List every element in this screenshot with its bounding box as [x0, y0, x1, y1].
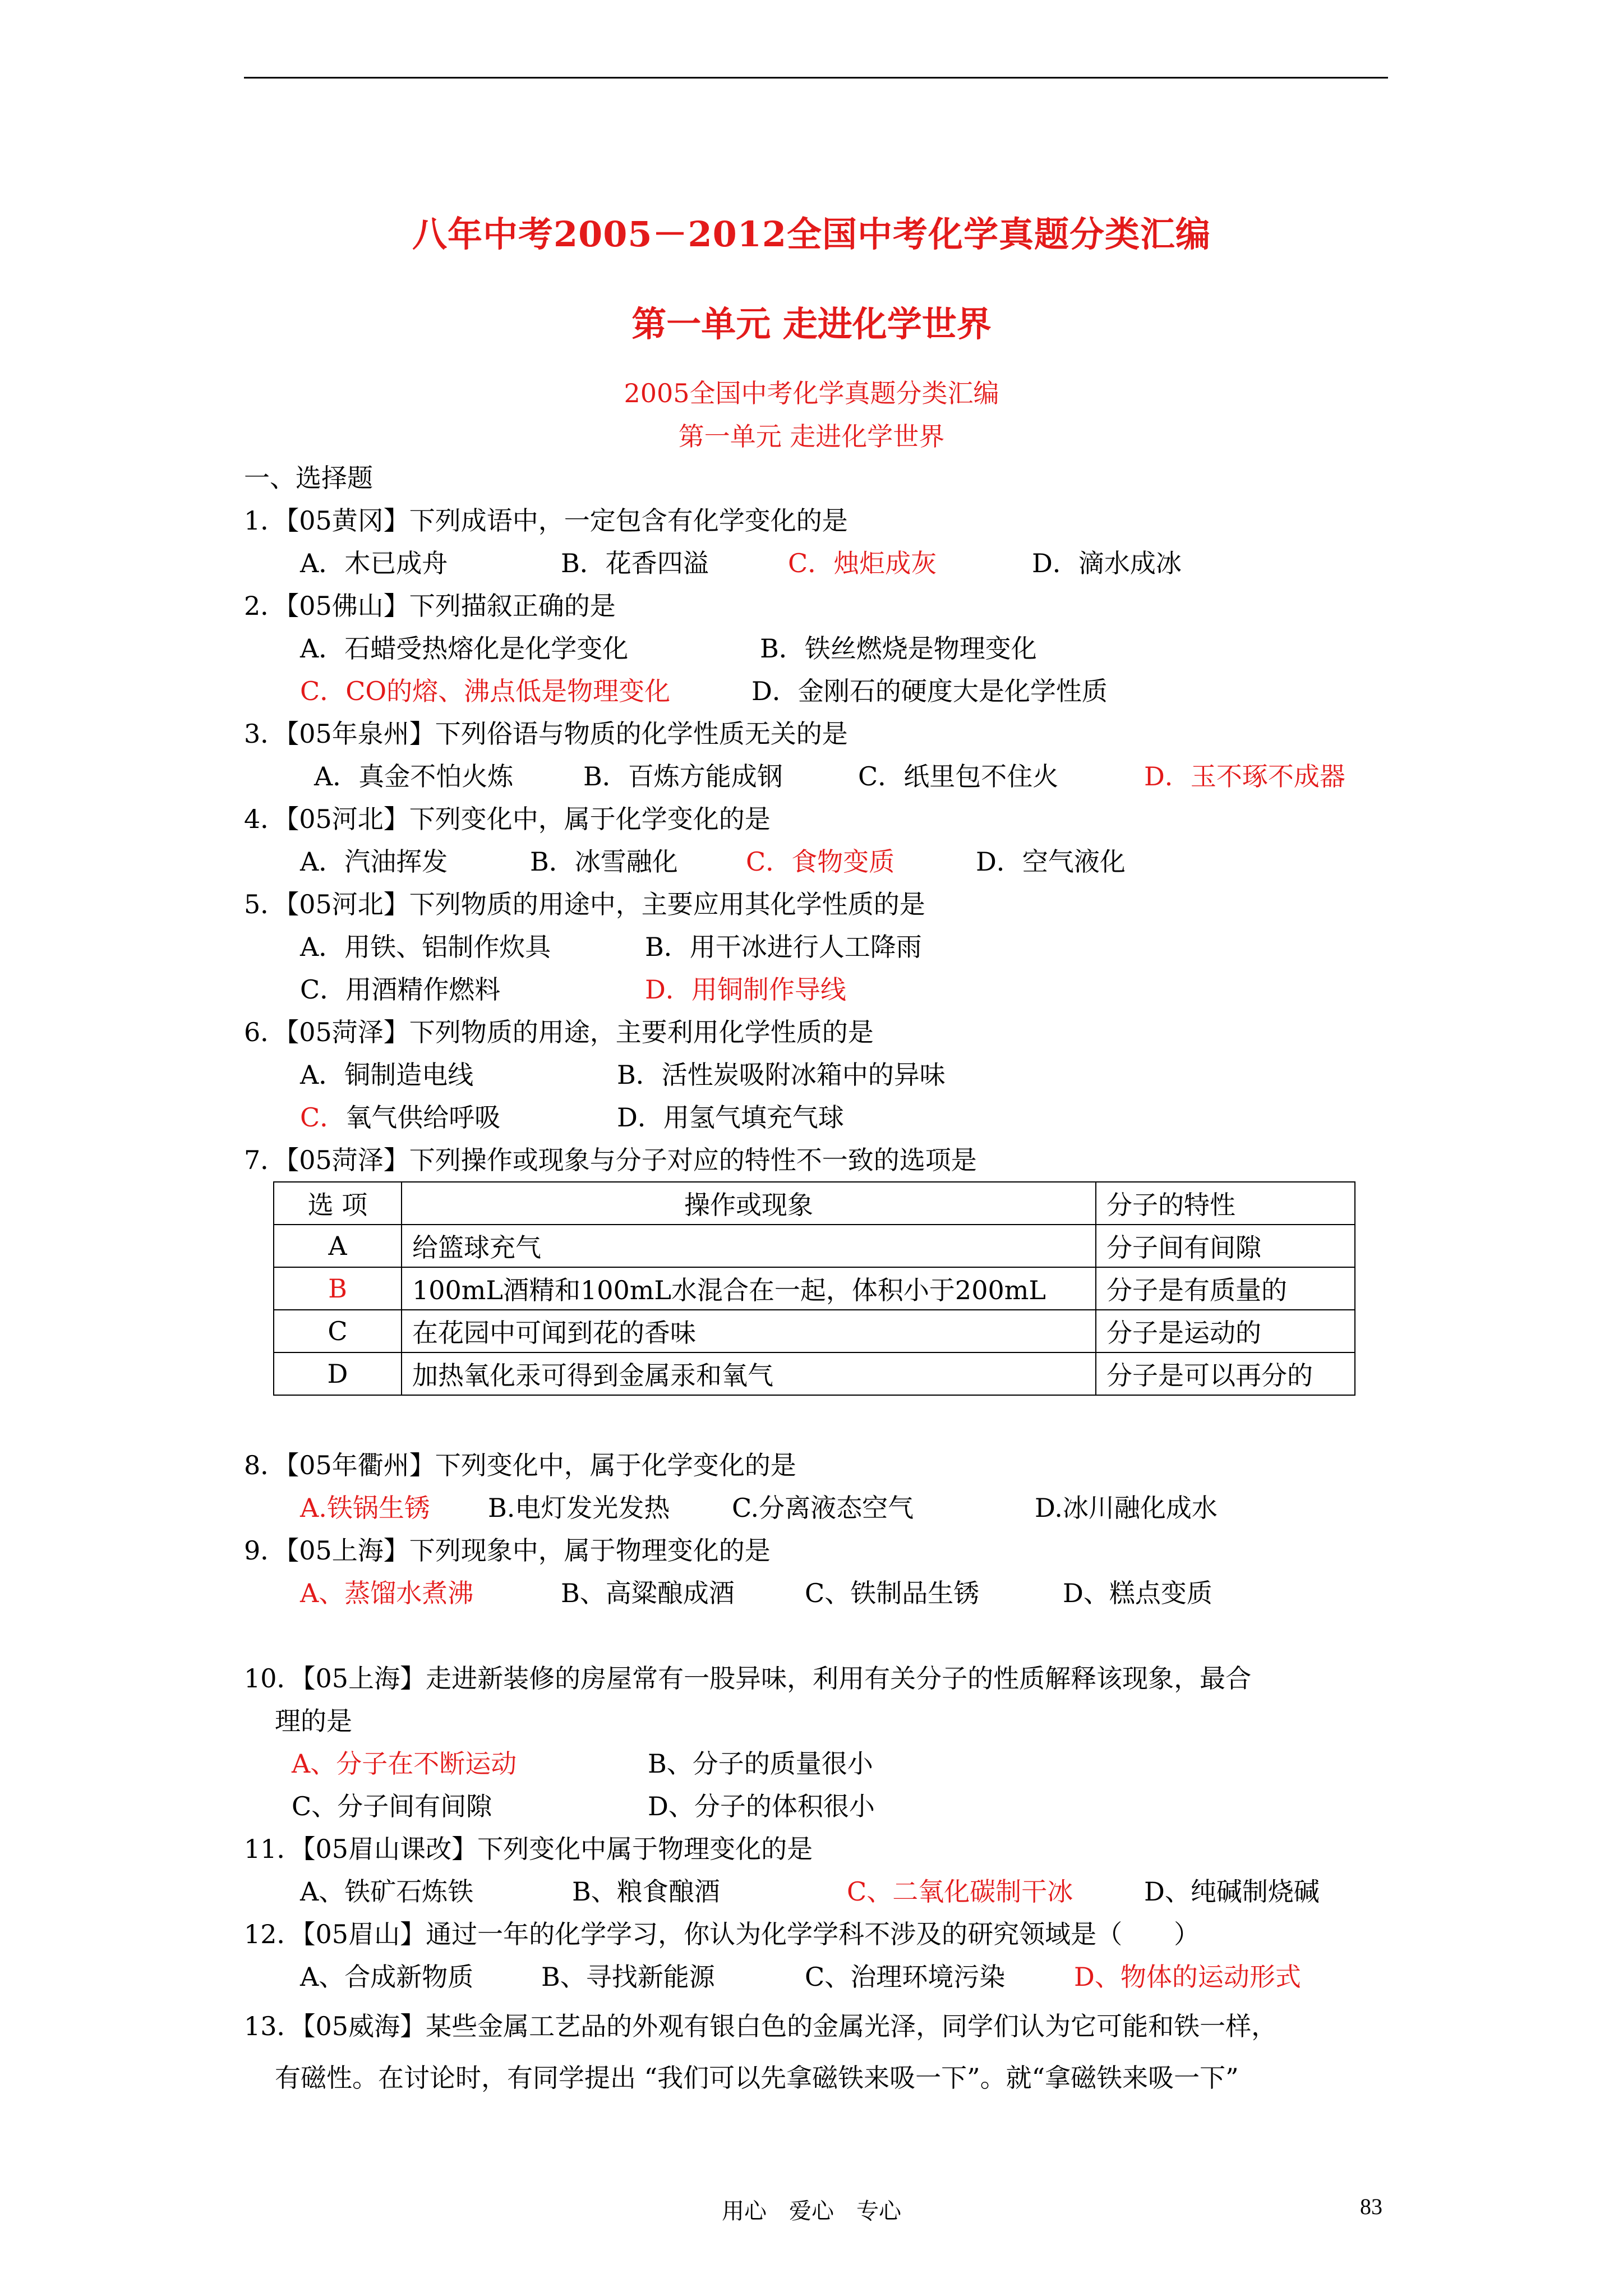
- question-4-stem: 4．【05河北】下列变化中，属于化学变化的是: [244, 804, 771, 834]
- q11-option-a: A、铁矿石炼铁: [300, 1876, 474, 1907]
- q1-option-a: A．木已成舟: [300, 548, 448, 578]
- q11-option-d: D、纯碱制烧碱: [1144, 1876, 1320, 1907]
- q6-option-c: [300, 1101, 500, 1134]
- q8-option-a-answer: A.铁锅生锈: [300, 1493, 430, 1523]
- section-heading: 一、选择题: [244, 463, 373, 493]
- q6-option-b: B．活性炭吸附冰箱中的异味: [617, 1060, 946, 1090]
- question-10-stem: 10．【05上海】走进新装修的房屋常有一股异味，利用有关分子的性质解释该现象，最合: [244, 1663, 1252, 1694]
- q1-option-c-answer: C．烛炬成灰: [788, 548, 937, 578]
- table-row: [274, 1225, 1355, 1267]
- q2-option-b: B．铁丝燃烧是物理变化: [760, 633, 1037, 664]
- q12-option-b: B、寻找新能源: [541, 1962, 715, 1992]
- table-cell: 分子是有质量的: [1096, 1267, 1355, 1310]
- q8-option-b: B.电灯发光发热: [488, 1493, 670, 1523]
- question-10-stem-continued: 理的是: [275, 1706, 352, 1736]
- table-cell: 分子间有间隙: [1096, 1225, 1355, 1267]
- q12-option-c: C、治理环境污染: [805, 1962, 1006, 1992]
- q6-option-c-answer-letter: C．: [300, 1102, 346, 1133]
- q4-option-c-answer: C．食物变质: [746, 846, 895, 877]
- table-header-cell: 分子的特性: [1096, 1182, 1355, 1225]
- q11-option-b: B、粮食酿酒: [572, 1876, 720, 1907]
- q2-option-c-answer: C．CO的熔、沸点低是物理变化: [300, 676, 671, 706]
- table-cell: A: [274, 1225, 402, 1267]
- page-number: 83: [1360, 2194, 1382, 2219]
- q4-option-b: B．冰雪融化: [530, 846, 678, 877]
- sub-unit-title: 第一单元 走进化学世界: [678, 421, 945, 452]
- table-cell: 在花园中可闻到花的香味: [402, 1310, 1096, 1352]
- table-cell-answer: B: [274, 1267, 402, 1310]
- question-7-table: [273, 1181, 1355, 1396]
- q5-option-a: A．用铁、铝制作炊具: [300, 932, 551, 962]
- q8-option-d: D.冰川融化成水: [1035, 1493, 1218, 1523]
- table-cell: 加热氧化汞可得到金属汞和氧气: [402, 1352, 1096, 1395]
- q5-option-c: C．用酒精作燃料: [300, 974, 501, 1005]
- unit-title: 第一单元 走进化学世界: [631, 303, 992, 344]
- table-cell: C: [274, 1310, 402, 1352]
- q3-option-d-answer: D．玉不琢不成器: [1144, 761, 1345, 792]
- table-cell: D: [274, 1352, 402, 1395]
- q9-option-a-answer: A、蒸馏水煮沸: [300, 1578, 474, 1608]
- table-header-row: [274, 1182, 1355, 1225]
- q6-option-c-text: 氧气供给呼吸: [345, 1102, 501, 1133]
- q3-option-a: A．真金不怕火炼: [314, 761, 514, 792]
- q9-option-d: D、糕点变质: [1063, 1578, 1212, 1608]
- header-rule: [244, 77, 1388, 79]
- q1-option-b: B．花香四溢: [561, 548, 709, 578]
- q10-option-a-answer: A、分子在不断运动: [292, 1749, 517, 1779]
- question-1-stem: 1．【05黄冈】下列成语中，一定包含有化学变化的是: [244, 505, 848, 536]
- question-7-stem: 7．【05菏泽】下列操作或现象与分子对应的特性不一致的选项是: [244, 1145, 977, 1175]
- q10-option-d: D、分子的体积很小: [648, 1791, 875, 1821]
- table-header-cell: 操作或现象: [402, 1182, 1096, 1225]
- question-3-stem: 3．【05年泉州】下列俗语与物质的化学性质无关的是: [244, 719, 848, 749]
- q5-option-d-answer: D．用铜制作导线: [645, 974, 846, 1005]
- q4-option-a: A．汽油挥发: [300, 846, 448, 877]
- q8-option-c: C.分离液态空气: [732, 1493, 914, 1523]
- q11-option-c-answer: C、二氧化碳制干冰: [847, 1876, 1073, 1907]
- question-6-stem: 6．【05菏泽】下列物质的用途，主要利用化学性质的是: [244, 1017, 874, 1047]
- q1-option-d: D．滴水成冰: [1032, 548, 1182, 578]
- q5-option-b: B．用干冰进行人工降雨: [645, 932, 922, 962]
- question-9-stem: 9．【05上海】下列现象中，属于物理变化的是: [244, 1535, 771, 1566]
- table-cell: 分子是运动的: [1096, 1310, 1355, 1352]
- q12-option-d-answer: D、物体的运动形式: [1074, 1962, 1301, 1992]
- q9-option-b: B、高粱酿成酒: [561, 1578, 735, 1608]
- footer-motto: 用心 爱心 专心: [722, 2198, 901, 2224]
- table-row: [274, 1310, 1355, 1352]
- q6-option-a: A．铜制造电线: [300, 1060, 474, 1090]
- sub-title: 2005全国中考化学真题分类汇编: [624, 378, 999, 408]
- q3-option-b: B．百炼方能成钢: [583, 761, 783, 792]
- table-row: [274, 1267, 1355, 1310]
- q10-option-b: B、分子的质量很小: [648, 1749, 873, 1779]
- question-2-stem: 2．【05佛山】下列描叙正确的是: [244, 591, 616, 621]
- question-8-stem: 8．【05年衢州】下列变化中，属于化学变化的是: [244, 1450, 796, 1480]
- table-cell: 给篮球充气: [402, 1225, 1096, 1267]
- table-cell: 100mL酒精和100mL水混合在一起，体积小于200mL: [402, 1267, 1096, 1310]
- table-header-cell: 选 项: [274, 1182, 402, 1225]
- question-11-stem: 11．【05眉山课改】下列变化中属于物理变化的是: [244, 1834, 813, 1864]
- table-row: [274, 1352, 1355, 1395]
- document-title: 八年中考2005－2012全国中考化学真题分类汇编: [412, 214, 1211, 255]
- q3-option-c: C．纸里包不住火: [858, 761, 1059, 792]
- q9-option-c: C、铁制品生锈: [805, 1578, 980, 1608]
- q4-option-d: D．空气液化: [976, 846, 1126, 877]
- question-13-stem: 13．【05威海】某些金属工艺品的外观有银白色的金属光泽，同学们认为它可能和铁一样，: [244, 2011, 1278, 2041]
- q2-option-d: D．金刚石的硬度大是化学性质: [751, 676, 1108, 706]
- question-12-stem: 12．【05眉山】通过一年的化学学习，你认为化学学科不涉及的研究领域是（ ）: [244, 1919, 1200, 1949]
- q2-option-a: A．石蜡受热熔化是化学变化: [300, 633, 629, 664]
- question-5-stem: 5．【05河北】下列物质的用途中，主要应用其化学性质的是: [244, 889, 925, 919]
- question-13-stem-continued: 有磁性。在讨论时，有同学提出 “我们可以先拿磁铁来吸一下”。就“拿磁铁来吸一下”: [275, 2063, 1239, 2093]
- q12-option-a: A、合成新物质: [300, 1962, 474, 1992]
- q10-option-c: C、分子间有间隙: [292, 1791, 492, 1821]
- q6-option-d: D．用氢气填充气球: [617, 1102, 844, 1133]
- table-cell: 分子是可以再分的: [1096, 1352, 1355, 1395]
